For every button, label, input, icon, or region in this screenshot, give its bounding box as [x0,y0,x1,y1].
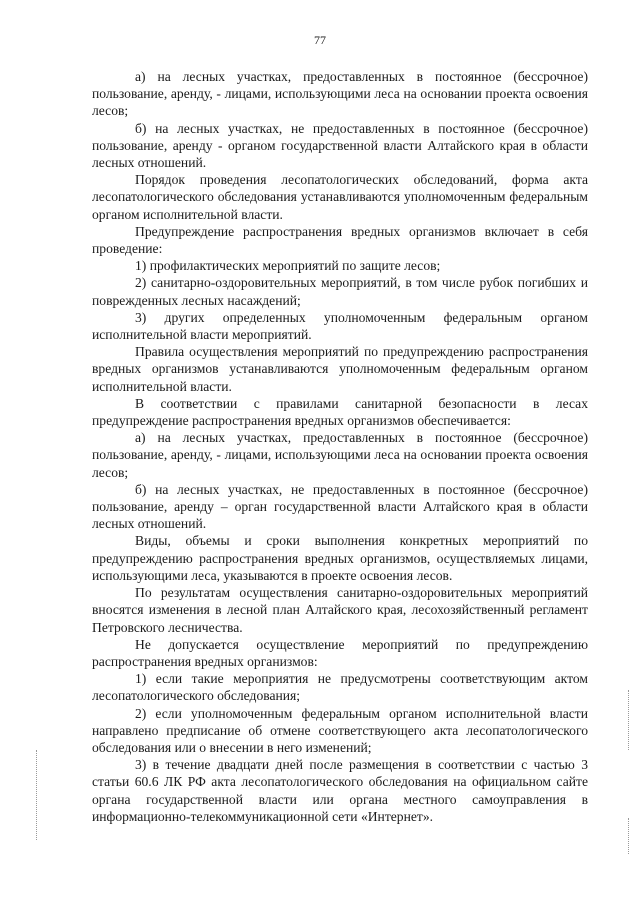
paragraph-8: Правила осуществления мероприятий по предупреждению распространения вредных организмов устанавливаются уполномоченным федеральным органом исполнительной власти. [92,344,588,394]
paragraph-13: По результатам осуществления санитарно-оздоровительных мероприятий вносятся изменения в лесной план Алтайского края, лесохозяйственный регламент Петровского лесничества. [92,585,588,635]
paragraph-17: 3) в течение двадцати дней после размещения в соответствии с частью 3 статьи 60.6 ЛК РФ акта лесопатологического обследования на официальном сайте органа государственной власти или органа местного самоуправления в информационно-телекоммуникационной сети «Интернет». [92,757,588,824]
page-number: 77 [314,33,326,47]
paragraph-16: 2) если уполномоченным федеральным органом исполнительной власти направлено предписание об отмене соответствующего акта лесопатологического обследования или о внесении в него изменений; [92,705,588,755]
paragraph-6: 2) санитарно-оздоровительных мероприятий, в том числе рубок погибших и поврежденных лесных насаждений; [92,275,588,308]
paragraph-12: Виды, объемы и сроки выполнения конкретных мероприятий по предупреждению распространения вредных организмов, осуществляемых лицами, использующими леса, указываются в проекте освоения лесов. [92,533,588,583]
paragraph-2: б) на лесных участках, не предоставленных в постоянное (бессрочное) пользование, аренду - органом государственной власти Алтайского края в области лесных отношений. [92,120,588,171]
paragraph-1: а) на лесных участках, предоставленных в постоянное (бессрочное) пользование, аренду, - лицами, использующими леса на основании проекта освоения лесов; [92,69,588,119]
paragraph-7: 3) других определенных уполномоченным федеральным органом исполнительной власти мероприятий. [92,309,588,343]
paragraph-11: б) на лесных участках, не предоставленных в постоянное (бессрочное) пользование, аренду – орган государственной власти Алтайского края в области лесных отношений. [92,481,588,532]
scan-artifact-right-lower [628,818,630,854]
paragraph-5: 1) профилактических мероприятий по защите лесов; [135,258,441,274]
paragraph-10: а) на лесных участках, предоставленных в постоянное (бессрочное) пользование, аренду, - лицами, использующими леса на основании проекта освоения лесов; [92,430,588,480]
paragraph-9: В соответствии с правилами санитарной безопасности в лесах предупреждение распространения вредных организмов обеспечивается: [92,395,588,429]
paragraph-15: 1) если такие мероприятия не предусмотрены соответствующим актом лесопатологического обследования; [92,671,588,704]
document-body [92,68,588,825]
paragraph-3: Порядок проведения лесопатологических обследований, форма акта лесопатологического обследования устанавливаются уполномоченным федеральным органом исполнительной власти. [92,172,588,222]
paragraph-14: Не допускается осуществление мероприятий по предупреждению распространения вредных организмов: [92,636,588,669]
paragraph-4: Предупреждение распространения вредных организмов включает в себя проведение: [92,223,588,257]
scan-artifact-left [36,750,38,840]
scan-artifact-right [628,690,630,750]
